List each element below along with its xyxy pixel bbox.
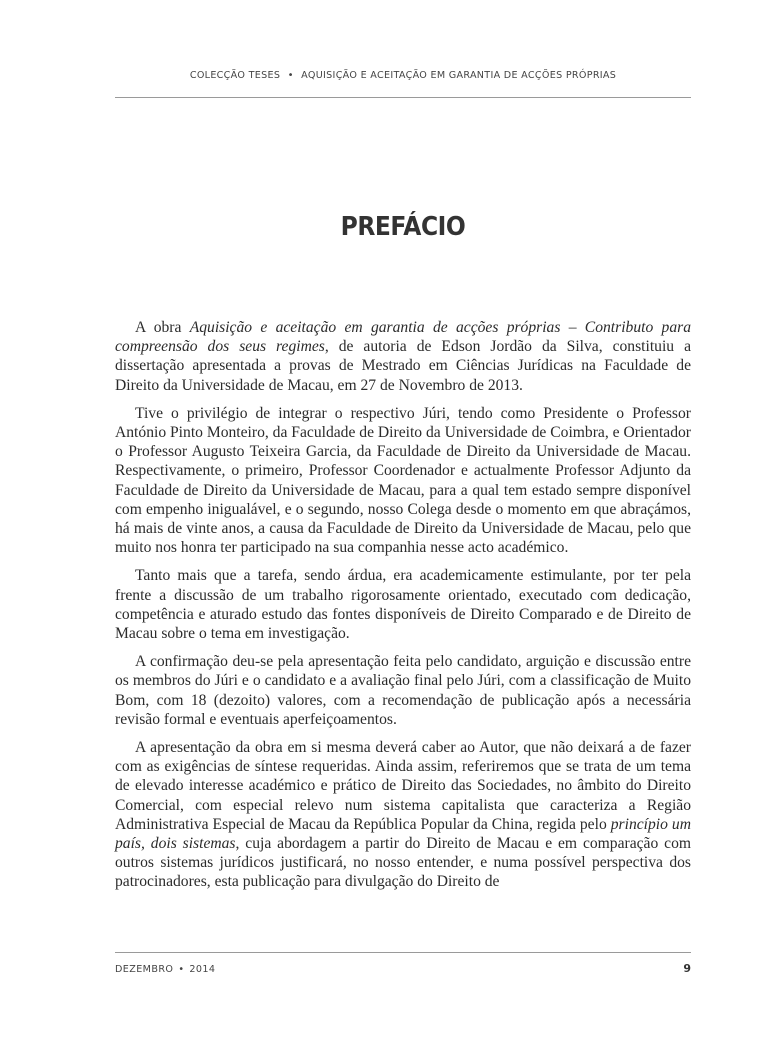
paragraph-1-start: A obra (135, 319, 190, 336)
work-title: Aquisição e aceitação em garantia de acções próprias – Contributo para compreensão dos seus regimes (115, 319, 692, 356)
header-separator: • (287, 70, 294, 81)
paragraph-4: A confirmação deu-se pela apresentação feita pelo candidato, arguição e discussão entre os membros do Júri e o candidato e a avaliação final pelo Júri, com a classificação de Muito Bom, com 18 (dezoito) valores, com a recomendação de publicação após a necessária revisão formal e eventuais aperfeiçoamentos. (115, 653, 691, 728)
footer-month: DEZEMBRO (115, 964, 174, 975)
paragraph-5-end: , cuja abordagem a partir do Direito de Macau e em comparação com outros sistemas jurídicos justificará, no nosso entender, e numa possível perspectiva dos patrocinadores, esta publicação para divulgação do Direito de (115, 835, 691, 891)
principle-phrase: princípio um país, dois sistemas (115, 815, 691, 853)
paragraph-1-end: , de autoria de Edson Jordão da Silva, constituiu a dissertação apresentada a provas de Mestrado em Ciências Jurídicas na Faculdade de Direito da Universidade de Macau, em 27 de Novembro de 2013. (115, 338, 692, 394)
footer-separator: • (178, 964, 185, 975)
paragraph-1 (115, 318, 691, 395)
footer-rule (115, 952, 691, 953)
body-text (115, 318, 691, 901)
book-title: AQUISIÇÃO E ACEITAÇÃO EM GARANTIA DE ACÇÕES PRÓPRIAS (301, 70, 617, 81)
page-title: PREFÁCIO (340, 212, 466, 242)
footer-year: 2014 (189, 964, 216, 975)
paragraph-5 (115, 738, 691, 892)
running-header (115, 70, 691, 81)
page-number: 9 (683, 962, 691, 975)
paragraph-3: Tanto mais que a tarefa, sendo árdua, era academicamente estimulante, por ter pela frente a discussão de um trabalho rigorosamente orientado, executado com dedicação, competência e aturado estudo das fontes disponíveis de Direito Comparado e de Direito de Macau sobre o tema em investigação. (115, 567, 691, 643)
footer-date (115, 964, 215, 975)
paragraph-5-start: A apresentação da obra em si mesma deverá caber ao Autor, que não deixará a de fazer com as exigências de síntese requeridas. Ainda assim, referiremos que se trata de um tema de elevado interesse académico e prático de Direito das Sociedades, no âmbito do Direito Comercial, com especial relevo num sistema capitalista que caracteriza a Região Administrativa Especial de Macau da República Popular da China, regida pelo (115, 739, 691, 833)
series-name: COLECÇÃO TESES (189, 70, 281, 81)
paragraph-2: Tive o privilégio de integrar o respectivo Júri, tendo como Presidente o Professor António Pinto Monteiro, da Faculdade de Direito da Universidade de Coimbra, e Orientador o Professor Augusto Teixeira Garcia, da Faculdade de Direito da Universidade de Macau. Respectivamente, o primeiro, Professor Coordenador e actualmente Professor Adjunto da Faculdade de Direito da Universidade de Macau, para a qual tem estado sempre disponível com empenho inigualável, e o segundo, nosso Colega desde o momento em que abraçámos, há mais de vinte anos, a causa da Faculdade de Direito da Universidade de Macau, pelo que muito nos honra ter participado na sua companhia nesse acto académico. (115, 404, 691, 557)
header-rule (115, 97, 691, 98)
